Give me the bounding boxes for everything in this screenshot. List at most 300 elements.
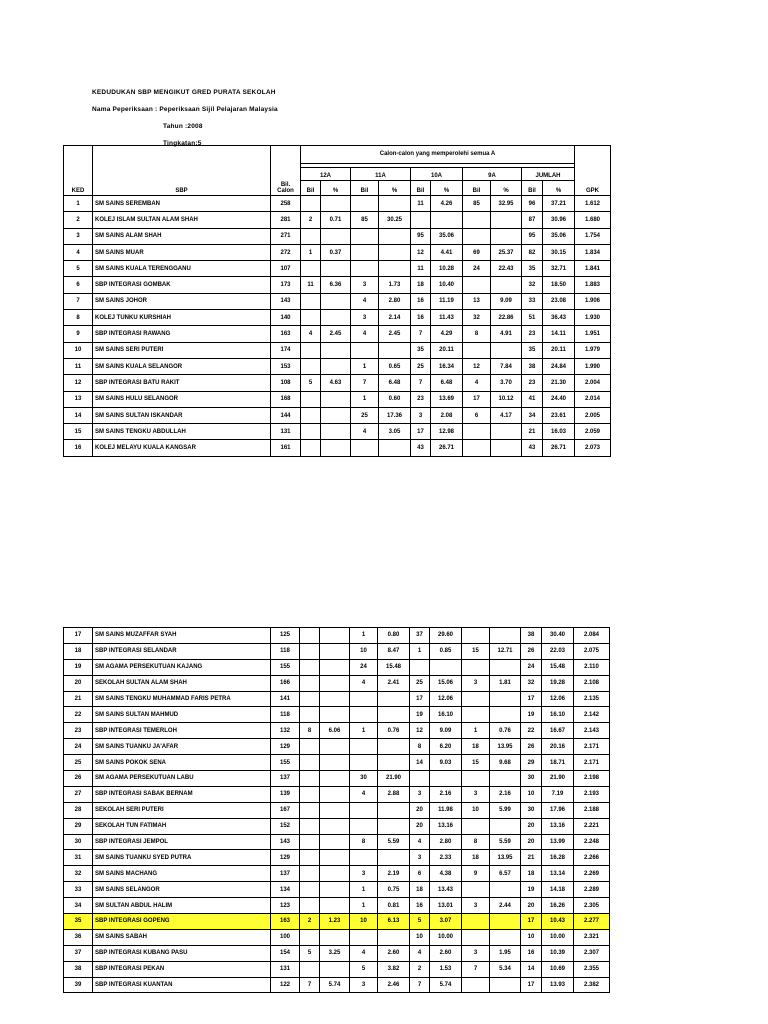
cell-12a-pct: 0.71: [321, 212, 351, 228]
cell-10a-pct: 20.11: [431, 342, 463, 358]
cell-11a-bil: 1: [350, 723, 378, 739]
cell-11a-pct: 0.60: [379, 391, 411, 407]
cell-candidates: 140: [271, 310, 301, 326]
cell-rank: 38: [64, 961, 93, 977]
cell-12a-pct: [321, 293, 351, 309]
cell-11a-pct: 15.48: [378, 659, 410, 675]
cell-jumlah-pct: 24.84: [543, 358, 575, 374]
cell-10a-bil: 4: [410, 834, 430, 850]
cell-10a-pct: 4.29: [431, 326, 463, 342]
table-row: [64, 659, 610, 675]
cell-12a-pct: 3.25: [320, 945, 350, 961]
cell-candidates: 272: [271, 244, 301, 260]
cell-jumlah-bil: 24: [521, 659, 542, 675]
cell-11a-pct: 2.88: [378, 786, 410, 802]
cell-jumlah-pct: 15.48: [542, 659, 574, 675]
cell-10a-pct: 6.48: [431, 375, 463, 391]
cell-11a-pct: 0.76: [378, 723, 410, 739]
cell-10a-pct: 12.98: [431, 424, 463, 440]
cell-9a-pct: [490, 929, 521, 945]
cell-12a-pct: 2.45: [321, 326, 351, 342]
cell-9a-pct: [491, 212, 522, 228]
cell-12a-bil: [300, 691, 320, 707]
cell-9a-bil: 15: [462, 755, 490, 771]
cell-jumlah-pct: 10.69: [542, 961, 574, 977]
cell-candidates: 129: [271, 850, 300, 866]
cell-jumlah-pct: 13.16: [542, 818, 574, 834]
cell-10a-pct: 12.06: [430, 691, 462, 707]
cell-jumlah-bil: 10: [521, 786, 542, 802]
cell-jumlah-bil: 35: [522, 261, 543, 277]
cell-10a-pct: 4.38: [430, 866, 462, 882]
cell-11a-pct: [379, 342, 411, 358]
cell-12a-bil: 11: [301, 277, 321, 293]
cell-rank: 23: [64, 723, 93, 739]
cell-9a-pct: 13.95: [490, 850, 521, 866]
cell-11a-pct: 2.14: [379, 310, 411, 326]
cell-jumlah-pct: 16.67: [542, 723, 574, 739]
cell-school-name: SBP INTEGRASI GOPENG: [93, 914, 271, 930]
cell-jumlah-pct: 16.28: [542, 850, 574, 866]
cell-jumlah-bil: 33: [522, 293, 543, 309]
table-row: [64, 707, 610, 723]
cell-9a-pct: 0.76: [490, 723, 521, 739]
cell-12a-bil: 1: [301, 244, 321, 260]
cell-9a-bil: 3: [462, 786, 490, 802]
cell-11a-bil: 1: [350, 628, 378, 644]
cell-12a-bil: [300, 707, 320, 723]
sub-pct-header: %: [543, 181, 575, 196]
cell-jumlah-bil: 19: [521, 707, 542, 723]
cell-9a-bil: [462, 707, 490, 723]
cell-candidates: 281: [271, 212, 301, 228]
cell-12a-pct: [320, 898, 350, 914]
cell-gpk: 1.930: [575, 310, 611, 326]
cell-jumlah-bil: 34: [522, 407, 543, 423]
cell-school-name: SBP INTEGRASI RAWANG: [93, 326, 271, 342]
cell-11a-pct: 6.48: [379, 375, 411, 391]
cell-12a-pct: [321, 196, 351, 212]
cell-10a-bil: 5: [410, 914, 430, 930]
cell-jumlah-bil: 20: [521, 834, 542, 850]
cell-11a-pct: [378, 707, 410, 723]
cell-10a-bil: 11: [411, 196, 431, 212]
cell-11a-bil: 25: [351, 407, 379, 423]
cell-10a-pct: 2.33: [430, 850, 462, 866]
cell-10a-bil: 11: [411, 261, 431, 277]
cell-jumlah-bil: 30: [521, 802, 542, 818]
cell-candidates: 271: [271, 228, 301, 244]
cell-9a-pct: 4.17: [491, 407, 522, 423]
cell-11a-bil: 3: [350, 977, 378, 993]
cell-9a-pct: [490, 628, 521, 644]
cell-9a-bil: 6: [463, 407, 491, 423]
cell-12a-pct: [320, 850, 350, 866]
cell-candidates: 166: [271, 675, 300, 691]
cell-school-name: SM SAINS MACHANG: [93, 866, 271, 882]
cell-10a-bil: 20: [410, 802, 430, 818]
cell-rank: 26: [64, 771, 93, 787]
cell-jumlah-pct: 17.96: [542, 802, 574, 818]
cell-rank: 31: [64, 850, 93, 866]
cell-11a-bil: 4: [350, 675, 378, 691]
table-row: [64, 424, 611, 440]
cell-9a-pct: 22.43: [491, 261, 522, 277]
cell-jumlah-bil: 32: [521, 675, 542, 691]
table-row: [64, 755, 610, 771]
cell-10a-pct: 11.98: [430, 802, 462, 818]
cell-rank: 21: [64, 691, 93, 707]
cell-jumlah-pct: 26.71: [543, 440, 575, 456]
cell-gpk: 2.073: [575, 440, 611, 456]
cell-jumlah-bil: 32: [522, 277, 543, 293]
cell-10a-bil: 6: [410, 866, 430, 882]
cell-11a-pct: [378, 755, 410, 771]
cell-12a-bil: 8: [300, 723, 320, 739]
cell-gpk: 2.171: [574, 739, 610, 755]
cell-candidates: 173: [271, 277, 301, 293]
cell-candidates: 118: [271, 643, 300, 659]
cell-9a-bil: 8: [462, 834, 490, 850]
cell-gpk: 2.188: [574, 802, 610, 818]
cell-jumlah-pct: 23.61: [543, 407, 575, 423]
cell-9a-pct: 13.95: [490, 739, 521, 755]
cell-12a-pct: [320, 675, 350, 691]
cell-11a-pct: 2.46: [378, 977, 410, 993]
table-row: [64, 643, 610, 659]
cell-11a-pct: 3.05: [379, 424, 411, 440]
cell-jumlah-bil: 23: [522, 326, 543, 342]
cell-10a-bil: 35: [411, 342, 431, 358]
cell-11a-pct: [379, 228, 411, 244]
cell-9a-bil: [462, 977, 490, 993]
ranking-table-part-2: [63, 627, 610, 993]
cell-9a-bil: 1: [462, 723, 490, 739]
cell-rank: 14: [64, 407, 93, 423]
cell-11a-bil: 3: [350, 866, 378, 882]
cell-candidates: 167: [271, 802, 300, 818]
cell-school-name: SM AGAMA PERSEKUTUAN LABU: [93, 771, 271, 787]
cell-11a-bil: [350, 850, 378, 866]
cell-jumlah-pct: 20.16: [542, 739, 574, 755]
cell-11a-pct: 1.73: [379, 277, 411, 293]
cell-12a-bil: 4: [301, 326, 321, 342]
cell-candidates: 122: [271, 977, 300, 993]
table-row: [64, 228, 611, 244]
cell-rank: 36: [64, 929, 93, 945]
cell-jumlah-bil: 96: [522, 196, 543, 212]
cell-11a-bil: 4: [351, 424, 379, 440]
cell-12a-bil: [301, 440, 321, 456]
cell-rank: 29: [64, 818, 93, 834]
cell-12a-pct: [320, 961, 350, 977]
cell-10a-bil: 20: [410, 818, 430, 834]
cell-9a-pct: 5.34: [490, 961, 521, 977]
cell-jumlah-pct: 37.21: [543, 196, 575, 212]
cell-12a-pct: [320, 755, 350, 771]
cell-candidates: 143: [271, 293, 301, 309]
sub-pct-header: %: [491, 181, 522, 196]
cell-school-name: SBP INTEGRASI PEKAN: [93, 961, 271, 977]
cell-9a-pct: 10.12: [491, 391, 522, 407]
table-row: [64, 293, 611, 309]
exam-year: Tahun :2008: [163, 123, 203, 130]
cell-12a-bil: [300, 850, 320, 866]
cell-11a-pct: 17.36: [379, 407, 411, 423]
cell-12a-bil: [300, 755, 320, 771]
table-row: [64, 977, 610, 993]
cell-12a-bil: 2: [300, 914, 320, 930]
cell-jumlah-bil: 17: [521, 691, 542, 707]
cell-12a-bil: [300, 818, 320, 834]
cell-jumlah-bil: 10: [521, 929, 542, 945]
cell-gpk: 2.075: [574, 643, 610, 659]
cell-candidates: 118: [271, 707, 300, 723]
table-row: [64, 898, 610, 914]
cell-school-name: SBP INTEGRASI SELANDAR: [93, 643, 271, 659]
cell-school-name: SM SAINS SULTAN ISKANDAR: [93, 407, 271, 423]
cell-jumlah-bil: 16: [521, 945, 542, 961]
cell-9a-bil: [462, 771, 490, 787]
cell-9a-bil: [463, 212, 491, 228]
table-row: [64, 277, 611, 293]
cell-11a-bil: 10: [350, 914, 378, 930]
cell-12a-bil: 7: [300, 977, 320, 993]
cell-9a-pct: [490, 707, 521, 723]
cell-rank: 35: [64, 914, 93, 930]
cell-9a-pct: [490, 914, 521, 930]
cell-11a-bil: 8: [350, 834, 378, 850]
cell-jumlah-pct: 10.39: [542, 945, 574, 961]
cell-10a-pct: 6.20: [430, 739, 462, 755]
cell-12a-bil: [301, 293, 321, 309]
cell-10a-pct: 9.03: [430, 755, 462, 771]
cell-candidates: 129: [271, 739, 300, 755]
cell-10a-bil: 16: [410, 898, 430, 914]
cell-jumlah-bil: 21: [522, 424, 543, 440]
cell-10a-pct: 5.74: [430, 977, 462, 993]
cell-10a-bil: 7: [411, 326, 431, 342]
cell-12a-pct: [320, 739, 350, 755]
cell-jumlah-pct: 14.11: [543, 326, 575, 342]
table-row: [64, 771, 610, 787]
table-row: [64, 628, 610, 644]
cell-jumlah-pct: 20.11: [543, 342, 575, 358]
cell-12a-bil: [300, 929, 320, 945]
cell-9a-pct: 3.70: [491, 375, 522, 391]
table-row: [64, 834, 610, 850]
cell-12a-bil: [301, 391, 321, 407]
cell-gpk: 2.269: [574, 866, 610, 882]
cell-10a-pct: 13.01: [430, 898, 462, 914]
cell-jumlah-pct: 30.15: [543, 244, 575, 260]
cell-jumlah-pct: 24.40: [543, 391, 575, 407]
cell-11a-bil: 3: [351, 277, 379, 293]
cell-school-name: SM SAINS TUANKU SYED PUTRA: [93, 850, 271, 866]
cell-rank: 32: [64, 866, 93, 882]
cell-school-name: SBP INTEGRASI TEMERLOH: [93, 723, 271, 739]
cell-school-name: SEKOLAH SERI PUTERI: [93, 802, 271, 818]
cell-11a-pct: [378, 850, 410, 866]
cell-rank: 30: [64, 834, 93, 850]
cell-jumlah-pct: 36.43: [543, 310, 575, 326]
cell-gpk: 1.754: [575, 228, 611, 244]
cell-school-name: SM SAINS SEREMBAN: [93, 196, 271, 212]
cell-12a-pct: [320, 834, 350, 850]
cell-12a-pct: [321, 407, 351, 423]
cell-11a-bil: [350, 691, 378, 707]
cell-10a-pct: 2.60: [430, 945, 462, 961]
cell-gpk: 2.084: [574, 628, 610, 644]
sub-bil-header: Bil: [301, 181, 321, 196]
cell-rank: 15: [64, 424, 93, 440]
cell-school-name: SM SAINS TENGKU MUHAMMAD FARIS PETRA: [93, 691, 271, 707]
cell-10a-bil: 3: [410, 850, 430, 866]
cell-school-name: SM SULTAN ABDUL HALIM: [93, 898, 271, 914]
cell-10a-bil: 43: [411, 440, 431, 456]
cell-9a-pct: [490, 882, 521, 898]
table-row: [64, 675, 610, 691]
cell-9a-bil: 85: [463, 196, 491, 212]
cell-9a-bil: [462, 914, 490, 930]
cell-12a-bil: 2: [301, 212, 321, 228]
cell-jumlah-pct: 35.06: [543, 228, 575, 244]
cell-jumlah-bil: 41: [522, 391, 543, 407]
cell-9a-pct: 7.84: [491, 358, 522, 374]
cell-school-name: SM AGAMA PERSEKUTUAN KAJANG: [93, 659, 271, 675]
form-level: Tingkatan:5: [163, 140, 202, 147]
cell-10a-pct: 10.40: [431, 277, 463, 293]
cell-candidates: 132: [271, 723, 300, 739]
cell-gpk: 2.135: [574, 691, 610, 707]
cell-11a-bil: [351, 440, 379, 456]
cell-10a-bil: 25: [411, 358, 431, 374]
cell-11a-bil: [350, 755, 378, 771]
cell-11a-bil: 1: [351, 358, 379, 374]
cell-9a-bil: [463, 424, 491, 440]
cell-9a-bil: 3: [462, 675, 490, 691]
sub-pct-header: %: [321, 181, 351, 196]
cell-12a-bil: [301, 261, 321, 277]
cell-9a-bil: 8: [463, 326, 491, 342]
cell-12a-pct: [321, 342, 351, 358]
cell-9a-bil: 15: [462, 643, 490, 659]
cell-9a-bil: [462, 818, 490, 834]
cell-candidates: 137: [271, 866, 300, 882]
cell-11a-pct: 0.80: [378, 628, 410, 644]
cell-rank: 6: [64, 277, 93, 293]
cell-gpk: 2.355: [574, 961, 610, 977]
cell-school-name: KOLEJ MELAYU KUALA KANGSAR: [93, 440, 271, 456]
cell-10a-bil: [411, 212, 431, 228]
cell-11a-pct: [378, 802, 410, 818]
cell-11a-pct: [378, 929, 410, 945]
cell-11a-bil: 1: [351, 391, 379, 407]
cell-rank: 17: [64, 628, 93, 644]
cell-jumlah-pct: 21.90: [542, 771, 574, 787]
cell-school-name: SM SAINS SABAH: [93, 929, 271, 945]
cell-9a-bil: [462, 659, 490, 675]
cell-9a-pct: [490, 771, 521, 787]
cell-9a-pct: 5.59: [490, 834, 521, 850]
cell-11a-pct: [379, 261, 411, 277]
cell-rank: 19: [64, 659, 93, 675]
cell-11a-bil: 4: [350, 786, 378, 802]
cell-rank: 1: [64, 196, 93, 212]
table-row: [64, 358, 611, 374]
cell-11a-bil: 4: [350, 945, 378, 961]
cell-12a-bil: [300, 675, 320, 691]
cell-10a-pct: 4.41: [431, 244, 463, 260]
cell-rank: 10: [64, 342, 93, 358]
all-a-group-header: Calon-calon yang memperolehi semua A: [301, 146, 575, 164]
cell-gpk: 1.979: [575, 342, 611, 358]
cell-9a-bil: [462, 929, 490, 945]
cell-9a-bil: [463, 342, 491, 358]
cell-rank: 33: [64, 882, 93, 898]
cell-jumlah-bil: 14: [521, 961, 542, 977]
cell-9a-pct: 5.99: [490, 802, 521, 818]
cell-11a-pct: 21.90: [378, 771, 410, 787]
cell-candidates: 258: [271, 196, 301, 212]
cell-candidates: 107: [271, 261, 301, 277]
cell-9a-bil: [462, 691, 490, 707]
cell-jumlah-pct: 18.50: [543, 277, 575, 293]
cell-11a-bil: [350, 739, 378, 755]
cell-10a-bil: 18: [411, 277, 431, 293]
cell-rank: 39: [64, 977, 93, 993]
cell-12a-bil: 5: [300, 945, 320, 961]
cell-11a-pct: 3.82: [378, 961, 410, 977]
cell-candidates: 163: [271, 914, 300, 930]
cell-jumlah-bil: 23: [522, 375, 543, 391]
cell-10a-bil: 12: [410, 723, 430, 739]
cell-jumlah-bil: 26: [521, 643, 542, 659]
cell-9a-pct: 4.91: [491, 326, 522, 342]
cell-10a-pct: 26.71: [431, 440, 463, 456]
cell-gpk: 2.382: [574, 977, 610, 993]
cell-candidates: 155: [271, 755, 300, 771]
cell-11a-bil: [351, 244, 379, 260]
cell-12a-pct: [320, 628, 350, 644]
table-row: [64, 802, 610, 818]
table-row: [64, 391, 611, 407]
cell-9a-bil: 18: [462, 739, 490, 755]
cell-10a-bil: 16: [411, 310, 431, 326]
cell-12a-pct: [321, 391, 351, 407]
cell-11a-pct: 2.19: [378, 866, 410, 882]
cell-school-name: SM SAINS POKOK SENA: [93, 755, 271, 771]
cell-11a-pct: 6.13: [378, 914, 410, 930]
cell-candidates: 131: [271, 424, 301, 440]
cell-school-name: SM SAINS MUAR: [93, 244, 271, 260]
cell-candidates: 152: [271, 818, 300, 834]
cell-11a-bil: 85: [351, 212, 379, 228]
cell-school-name: SM SAINS ALAM SHAH: [93, 228, 271, 244]
cell-jumlah-bil: 95: [522, 228, 543, 244]
col-12a-header: 12A: [301, 168, 351, 181]
cell-gpk: 1.680: [575, 212, 611, 228]
cell-gpk: 2.059: [575, 424, 611, 440]
cell-12a-pct: [320, 882, 350, 898]
cell-gpk: 1.906: [575, 293, 611, 309]
table-row: [64, 691, 610, 707]
table-row: [64, 961, 610, 977]
table-row: [64, 244, 611, 260]
cell-gpk: 2.198: [574, 771, 610, 787]
cell-rank: 12: [64, 375, 93, 391]
cell-jumlah-bil: 19: [521, 882, 542, 898]
